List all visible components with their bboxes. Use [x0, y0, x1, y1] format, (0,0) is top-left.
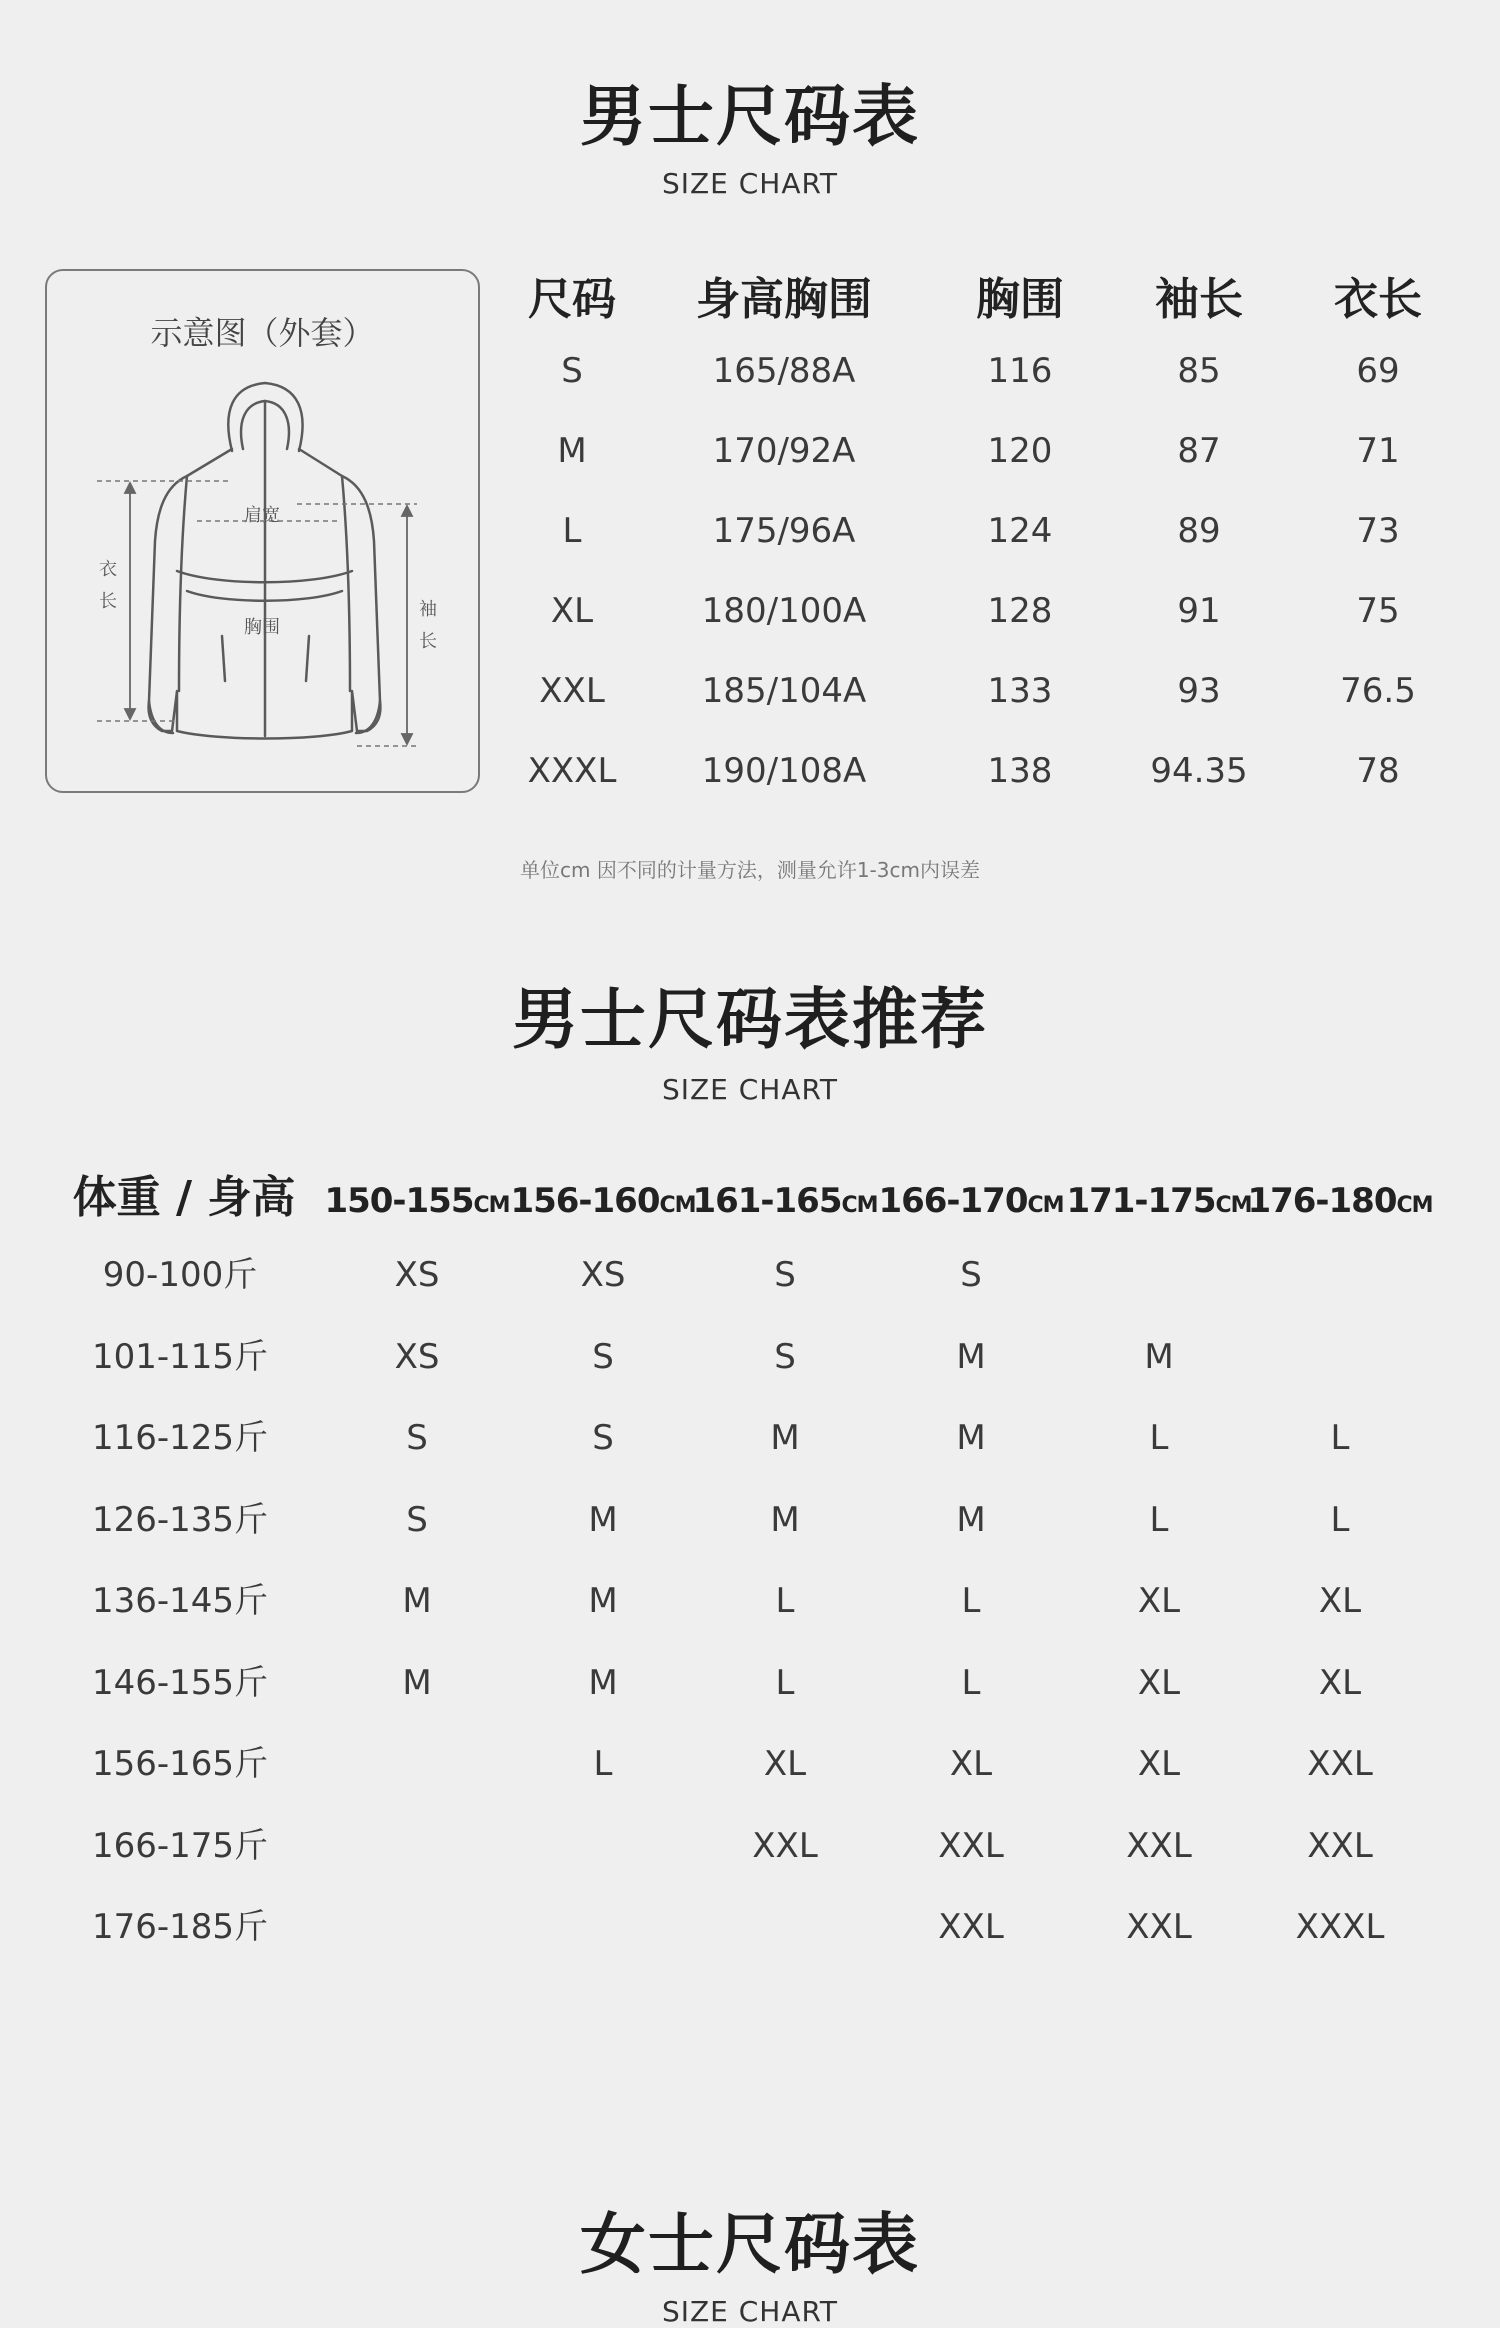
recommend-cell: S	[406, 1500, 428, 1540]
height-range: 150-155	[324, 1181, 474, 1221]
height-range: 161-165	[692, 1181, 842, 1221]
recommend-cell: S	[774, 1255, 796, 1295]
size-table-cell: 71	[1356, 431, 1400, 471]
header-size: 尺码	[528, 274, 616, 325]
recommend-cell: M	[956, 1500, 986, 1540]
men-size-chart-title: 男士尺码表	[580, 78, 920, 155]
height-header	[692, 1181, 878, 1221]
height-unit: CM	[473, 1193, 510, 1218]
women-size-chart-subtitle: SIZE CHART	[661, 2295, 839, 2328]
weight-label: 156-165斤	[91, 1744, 269, 1784]
size-table-cell: 94.35	[1150, 751, 1248, 791]
sleeve-length-label-2: 长	[419, 631, 437, 652]
shoulder-width-label: 肩宽	[244, 505, 280, 526]
size-table-cell: 78	[1356, 751, 1400, 791]
recommend-cell: XXL	[938, 1826, 1004, 1866]
recommend-cell: M	[588, 1663, 618, 1703]
size-table-cell: 120	[987, 431, 1053, 471]
header-chest: 胸围	[976, 274, 1064, 325]
weight-label: 176-185斤	[91, 1907, 269, 1947]
recommend-cell: S	[592, 1337, 614, 1377]
size-table-cell: 93	[1177, 671, 1221, 711]
recommend-cell: M	[402, 1663, 432, 1703]
height-header	[878, 1181, 1064, 1221]
size-table-cell: XXL	[539, 671, 605, 711]
height-unit: CM	[659, 1193, 696, 1218]
height-unit: CM	[1215, 1193, 1252, 1218]
weight-label: 90-100斤	[102, 1255, 258, 1295]
weight-label: 101-115斤	[91, 1337, 269, 1377]
recommend-cell: L	[775, 1663, 795, 1703]
recommend-cell: XXL	[938, 1907, 1004, 1947]
size-table-cell: M	[557, 431, 587, 471]
height-range: 176-180	[1247, 1181, 1397, 1221]
size-table-cell: 133	[987, 671, 1053, 711]
size-table-cell: 89	[1177, 511, 1221, 551]
recommend-cell: XS	[580, 1255, 626, 1295]
recommend-cell: M	[956, 1418, 986, 1458]
header-sleeve: 袖长	[1155, 274, 1243, 325]
recommend-cell: L	[1149, 1418, 1169, 1458]
recommend-cell: M	[956, 1337, 986, 1377]
recommend-cell: XS	[394, 1255, 440, 1295]
recommend-cell: S	[592, 1418, 614, 1458]
recommend-cell: XL	[1137, 1663, 1181, 1703]
body-length-label-1: 衣	[99, 559, 117, 580]
corner-header: 体重 / 身高	[72, 1172, 296, 1223]
size-table-cell: 175/96A	[712, 511, 856, 551]
size-table-cell: 116	[987, 351, 1053, 391]
size-table-cell: 190/108A	[701, 751, 867, 791]
recommend-cell: XXL	[1307, 1744, 1373, 1784]
recommend-cell: L	[1330, 1500, 1350, 1540]
size-table-cell: 124	[987, 511, 1053, 551]
size-table-cell: 76.5	[1340, 671, 1416, 711]
size-table-cell: 91	[1177, 591, 1221, 631]
recommend-cell: XXL	[1126, 1907, 1192, 1947]
size-table-cell: 185/104A	[701, 671, 867, 711]
men-size-chart-subtitle: SIZE CHART	[661, 167, 839, 200]
height-range: 171-175	[1066, 1181, 1216, 1221]
recommend-cell: XXL	[752, 1826, 818, 1866]
weight-label: 136-145斤	[91, 1581, 269, 1621]
recommend-cell: M	[770, 1500, 800, 1540]
size-table-cell: 85	[1177, 351, 1221, 391]
recommend-cell: M	[588, 1500, 618, 1540]
size-table-cell: XL	[550, 591, 594, 631]
recommend-cell: XL	[1137, 1581, 1181, 1621]
chest-label: 胸围	[244, 617, 280, 638]
recommend-cell: XL	[949, 1744, 993, 1784]
recommend-cell: M	[402, 1581, 432, 1621]
size-table-cell: 73	[1356, 511, 1400, 551]
recommend-cell: S	[774, 1337, 796, 1377]
height-header	[324, 1181, 510, 1221]
height-unit: CM	[1027, 1193, 1064, 1218]
recommend-cell: XL	[1318, 1581, 1362, 1621]
size-table-cell: L	[562, 511, 582, 551]
men-recommend-title: 男士尺码表推荐	[512, 981, 988, 1058]
jacket-outline-icon	[47, 271, 482, 795]
height-header	[510, 1181, 696, 1221]
women-size-chart-title: 女士尺码表	[580, 2206, 920, 2283]
weight-label: 126-135斤	[91, 1500, 269, 1540]
recommend-cell: M	[1144, 1337, 1174, 1377]
size-table-cell: 87	[1177, 431, 1221, 471]
height-header	[1247, 1181, 1433, 1221]
recommend-cell: XXL	[1307, 1826, 1373, 1866]
recommend-cell: L	[961, 1663, 981, 1703]
size-table-cell: 138	[987, 751, 1053, 791]
weight-label: 116-125斤	[91, 1418, 269, 1458]
recommend-cell: L	[593, 1744, 613, 1784]
header-height-chest: 身高胸围	[696, 274, 872, 325]
recommend-cell: XL	[763, 1744, 807, 1784]
size-table-cell: 170/92A	[712, 431, 856, 471]
recommend-cell: XS	[394, 1337, 440, 1377]
recommend-cell: L	[1149, 1500, 1169, 1540]
height-unit: CM	[1396, 1193, 1433, 1218]
recommend-cell: XL	[1137, 1744, 1181, 1784]
recommend-cell: L	[775, 1581, 795, 1621]
size-table-cell: 180/100A	[701, 591, 867, 631]
size-table-cell: 75	[1356, 591, 1400, 631]
recommend-cell: XXL	[1126, 1826, 1192, 1866]
recommend-cell: S	[960, 1255, 982, 1295]
weight-label: 146-155斤	[91, 1663, 269, 1703]
size-table-cell: 128	[987, 591, 1053, 631]
recommend-cell: M	[588, 1581, 618, 1621]
height-unit: CM	[841, 1193, 878, 1218]
body-length-label-2: 长	[99, 591, 117, 612]
height-range: 166-170	[878, 1181, 1028, 1221]
men-recommend-subtitle: SIZE CHART	[661, 1073, 839, 1106]
recommend-cell: S	[406, 1418, 428, 1458]
recommend-cell: L	[961, 1581, 981, 1621]
height-header	[1066, 1181, 1252, 1221]
size-table-cell: S	[561, 351, 583, 391]
weight-label: 166-175斤	[91, 1826, 269, 1866]
recommend-cell: M	[770, 1418, 800, 1458]
size-table-cell: 165/88A	[712, 351, 856, 391]
recommend-cell: XL	[1318, 1663, 1362, 1703]
measurement-note: 单位cm 因不同的计量方法，测量允许1-3cm内误差	[520, 858, 980, 882]
size-table-cell: 69	[1356, 351, 1400, 391]
recommend-cell: L	[1330, 1418, 1350, 1458]
size-table-cell: XXXL	[527, 751, 617, 791]
recommend-cell: XXXL	[1295, 1907, 1385, 1947]
sleeve-length-label-1: 袖	[419, 599, 437, 620]
jacket-diagram	[45, 269, 480, 793]
height-range: 156-160	[510, 1181, 660, 1221]
header-length: 衣长	[1334, 274, 1422, 325]
diagram-caption: 示意图（外套）	[150, 314, 375, 352]
